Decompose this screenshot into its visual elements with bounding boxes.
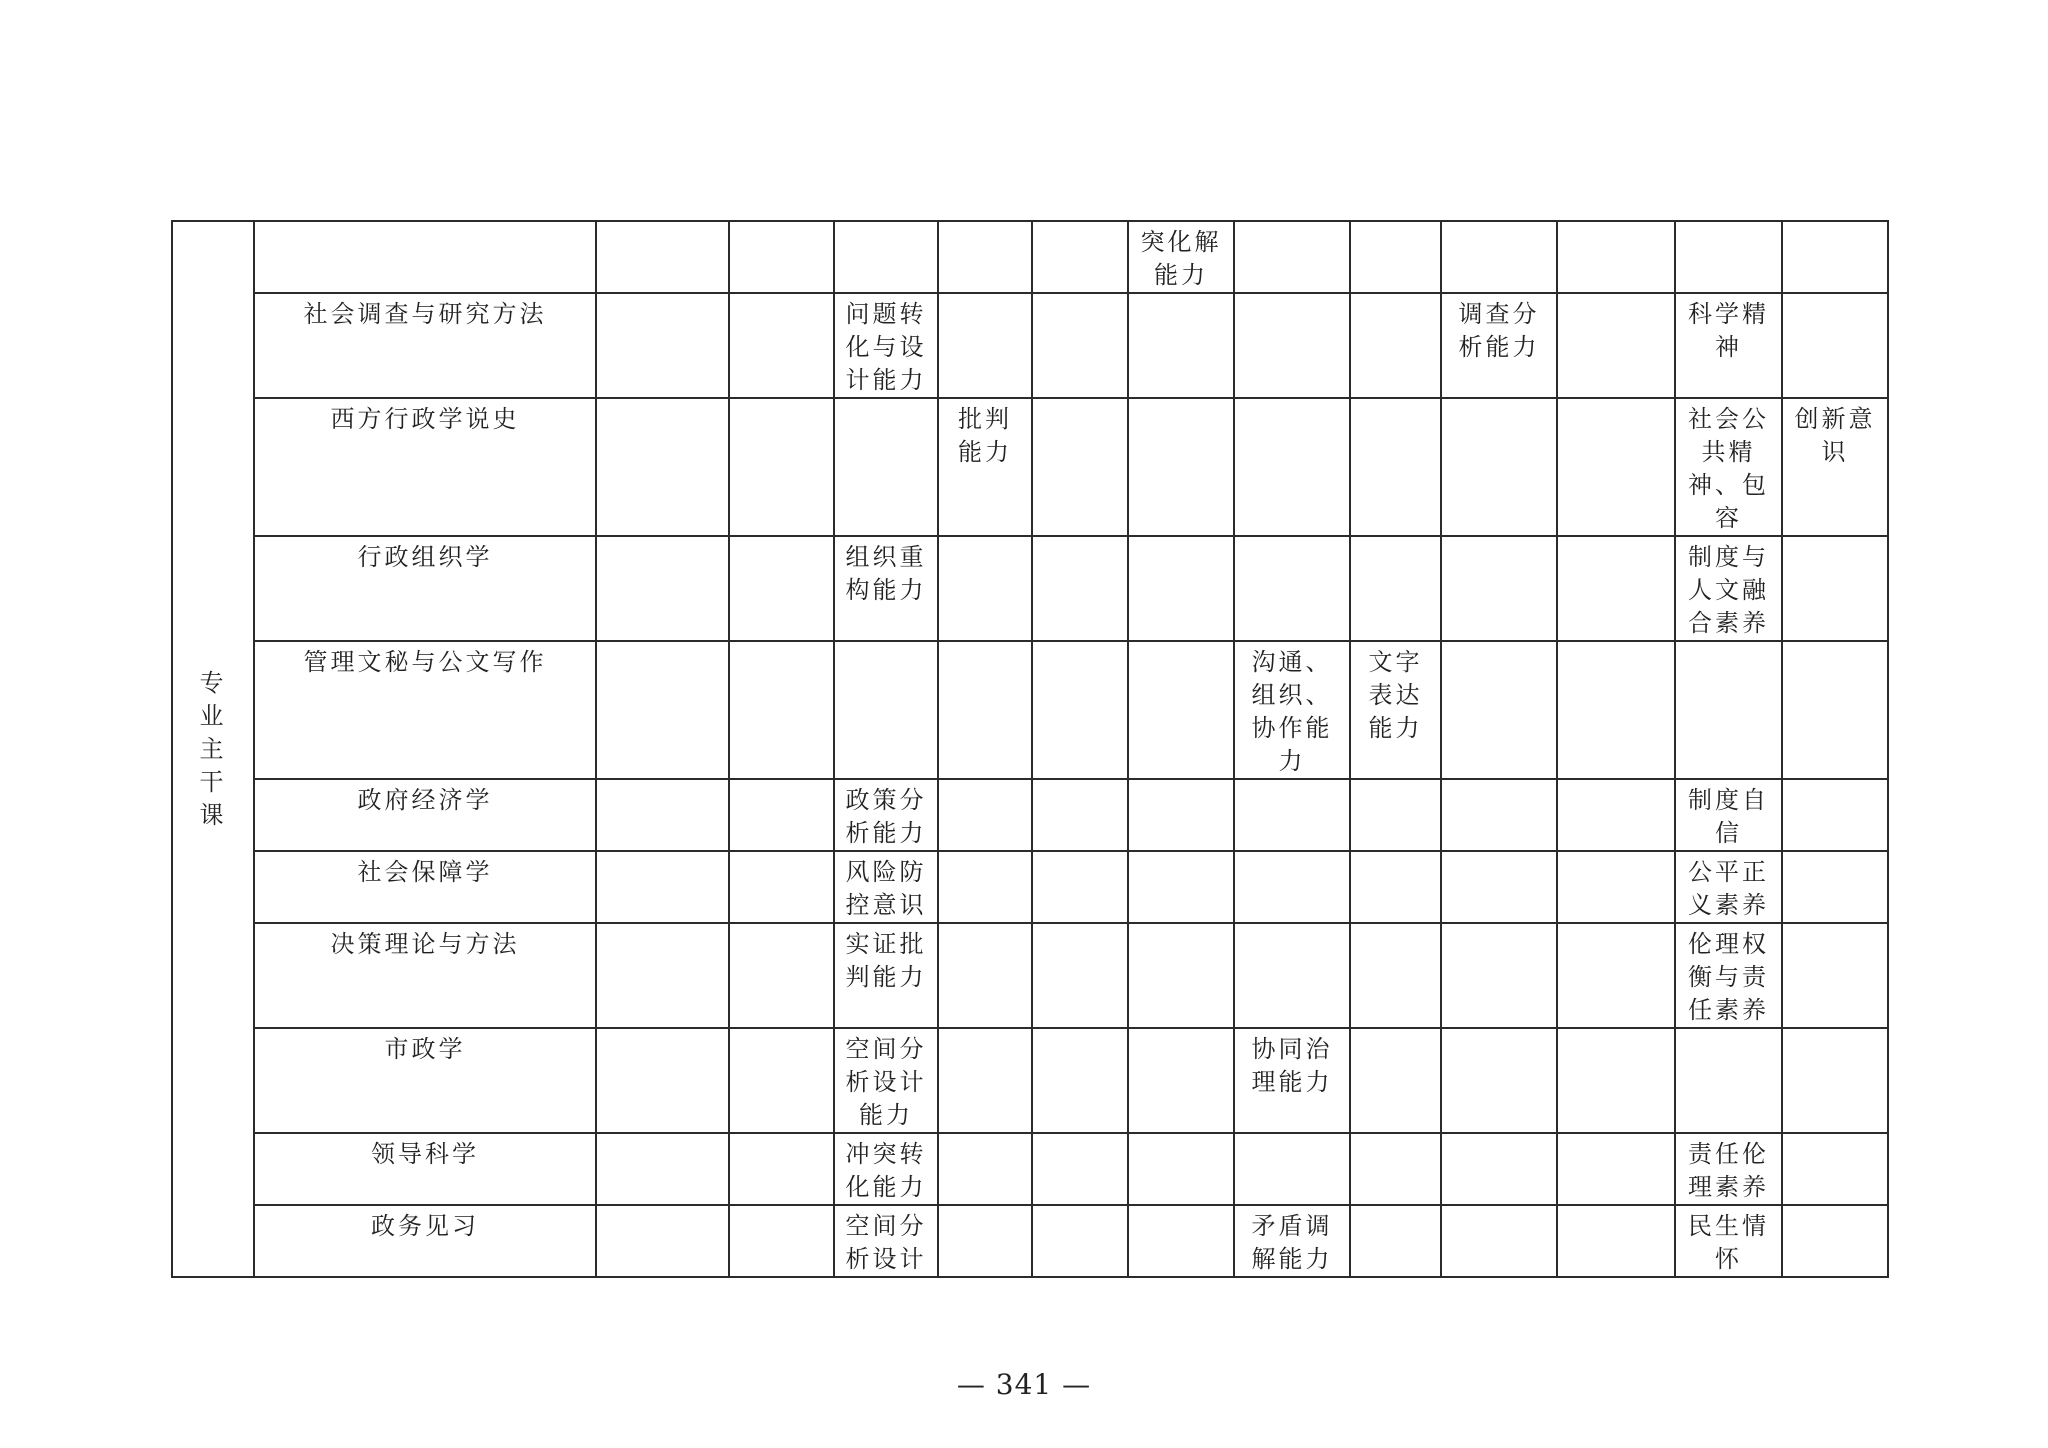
- ability-cell: [1350, 221, 1441, 293]
- ability-cell: [1350, 851, 1441, 923]
- table-row: [172, 293, 1888, 398]
- ability-cell: [1557, 221, 1675, 293]
- table-row: [172, 221, 1888, 293]
- ability-cell: [729, 536, 834, 641]
- ability-cell: [1557, 1205, 1675, 1277]
- course-name-cell: 领导科学: [254, 1133, 596, 1205]
- ability-cell: [1675, 641, 1782, 779]
- ability-text: 制度自信: [1688, 786, 1769, 847]
- ability-text: 文字表达能力: [1368, 648, 1423, 742]
- ability-cell: [596, 1133, 729, 1205]
- ability-cell: [1441, 641, 1557, 779]
- ability-cell: [1557, 923, 1675, 1028]
- ability-cell: [1032, 779, 1128, 851]
- ability-text: 批判能力: [958, 405, 1012, 466]
- ability-cell: [1557, 398, 1675, 536]
- curriculum-ability-matrix: [171, 220, 1889, 1278]
- ability-cell: [938, 221, 1032, 293]
- course-name-cell: 管理文秘与公文写作: [254, 641, 596, 779]
- ability-cell: [1782, 1133, 1888, 1205]
- ability-cell: [834, 641, 938, 779]
- ability-cell: [1032, 1133, 1128, 1205]
- ability-cell: [1128, 398, 1234, 536]
- ability-cell: [1234, 1205, 1350, 1277]
- ability-cell: [1675, 1133, 1782, 1205]
- ability-text: 科学精神: [1688, 300, 1769, 361]
- ability-cell: [1782, 293, 1888, 398]
- ability-cell: [1782, 923, 1888, 1028]
- ability-cell: [1350, 536, 1441, 641]
- ability-cell: [1557, 536, 1675, 641]
- ability-cell: [938, 1133, 1032, 1205]
- ability-cell: [596, 851, 729, 923]
- ability-cell: [596, 221, 729, 293]
- ability-cell: [1128, 221, 1234, 293]
- ability-cell: [729, 779, 834, 851]
- ability-cell: [1675, 851, 1782, 923]
- table-row: [172, 923, 1888, 1028]
- ability-cell: [1782, 851, 1888, 923]
- ability-cell: [729, 923, 834, 1028]
- ability-cell: [938, 398, 1032, 536]
- ability-cell: [834, 293, 938, 398]
- ability-cell: [1128, 536, 1234, 641]
- ability-cell: [834, 1133, 938, 1205]
- ability-cell: [1032, 293, 1128, 398]
- ability-cell: [1032, 1028, 1128, 1133]
- table-row: [172, 1205, 1888, 1277]
- page-number: — 341 —: [956, 1368, 1092, 1401]
- ability-cell: [1675, 293, 1782, 398]
- ability-text: 协同治理能力: [1251, 1035, 1333, 1096]
- ability-text: 突化解能力: [1140, 228, 1222, 289]
- ability-cell: [834, 851, 938, 923]
- ability-cell: [1441, 923, 1557, 1028]
- ability-cell: [596, 923, 729, 1028]
- table-row: [172, 779, 1888, 851]
- ability-cell: [938, 851, 1032, 923]
- ability-cell: [596, 398, 729, 536]
- ability-cell: [596, 641, 729, 779]
- ability-cell: [729, 293, 834, 398]
- ability-cell: [938, 923, 1032, 1028]
- ability-cell: [1782, 1028, 1888, 1133]
- table-row: [172, 641, 1888, 779]
- ability-cell: [729, 641, 834, 779]
- ability-cell: [1234, 293, 1350, 398]
- ability-cell: [1234, 398, 1350, 536]
- course-name-cell: 社会调查与研究方法: [254, 293, 596, 398]
- ability-cell: [1675, 1205, 1782, 1277]
- ability-cell: [1675, 536, 1782, 641]
- ability-cell: [1350, 641, 1441, 779]
- ability-cell: [1675, 1028, 1782, 1133]
- ability-cell: [1782, 536, 1888, 641]
- ability-cell: [1234, 851, 1350, 923]
- course-name-cell: 西方行政学说史: [254, 398, 596, 536]
- ability-cell: [1234, 221, 1350, 293]
- ability-cell: [729, 851, 834, 923]
- ability-cell: [1441, 779, 1557, 851]
- ability-cell: [1675, 779, 1782, 851]
- ability-cell: [1234, 641, 1350, 779]
- ability-cell: [729, 398, 834, 536]
- ability-cell: [938, 1205, 1032, 1277]
- ability-cell: [1557, 293, 1675, 398]
- ability-cell: [1441, 221, 1557, 293]
- ability-cell: [1557, 779, 1675, 851]
- ability-text: 伦理权衡与责任素养: [1688, 930, 1769, 1024]
- ability-cell: [834, 536, 938, 641]
- ability-cell: [1128, 851, 1234, 923]
- ability-cell: [938, 536, 1032, 641]
- ability-cell: [1441, 1133, 1557, 1205]
- ability-cell: [1128, 641, 1234, 779]
- ability-cell: [938, 1028, 1032, 1133]
- ability-cell: [729, 1133, 834, 1205]
- course-name-cell: 政务见习: [254, 1205, 596, 1277]
- ability-cell: [834, 1028, 938, 1133]
- ability-cell: [1557, 641, 1675, 779]
- ability-text: 实证批判能力: [845, 930, 927, 991]
- ability-cell: [1782, 221, 1888, 293]
- ability-cell: [1234, 779, 1350, 851]
- ability-cell: [596, 293, 729, 398]
- ability-cell: [596, 1028, 729, 1133]
- ability-cell: [1032, 923, 1128, 1028]
- ability-cell: [1128, 923, 1234, 1028]
- table-row: [172, 536, 1888, 641]
- ability-cell: [834, 779, 938, 851]
- ability-cell: [1032, 221, 1128, 293]
- ability-cell: [1441, 851, 1557, 923]
- ability-cell: [596, 779, 729, 851]
- ability-cell: [1350, 398, 1441, 536]
- ability-cell: [1557, 1133, 1675, 1205]
- ability-cell: [834, 221, 938, 293]
- ability-cell: [1032, 536, 1128, 641]
- ability-cell: [1782, 641, 1888, 779]
- ability-cell: [1350, 779, 1441, 851]
- ability-cell: [729, 1205, 834, 1277]
- ability-cell: [1782, 1205, 1888, 1277]
- ability-cell: [729, 1028, 834, 1133]
- course-name-cell: 行政组织学: [254, 536, 596, 641]
- ability-text: 责任伦理素养: [1688, 1140, 1769, 1201]
- ability-cell: [1441, 293, 1557, 398]
- ability-cell: [1350, 923, 1441, 1028]
- ability-text: 调查分析能力: [1458, 300, 1540, 361]
- ability-text: 创新意识: [1794, 405, 1876, 466]
- ability-text: 制度与人文融合素养: [1688, 543, 1769, 637]
- ability-cell: [1557, 851, 1675, 923]
- ability-text: 社会公共精神、包容: [1688, 405, 1769, 532]
- ability-cell: [1675, 398, 1782, 536]
- ability-cell: [1128, 1133, 1234, 1205]
- ability-cell: [1782, 398, 1888, 536]
- ability-cell: [1441, 1205, 1557, 1277]
- ability-text: 风险防控意识: [845, 858, 927, 919]
- ability-cell: [1032, 1205, 1128, 1277]
- ability-cell: [1032, 641, 1128, 779]
- ability-text: 政策分析能力: [845, 786, 927, 847]
- ability-text: 空间分析设计: [845, 1212, 927, 1273]
- ability-cell: [1234, 923, 1350, 1028]
- ability-cell: [1441, 536, 1557, 641]
- ability-cell: [1128, 779, 1234, 851]
- ability-text: 公平正义素养: [1688, 858, 1769, 919]
- course-name-cell: 市政学: [254, 1028, 596, 1133]
- ability-cell: [1675, 923, 1782, 1028]
- table-row: [172, 1028, 1888, 1133]
- ability-cell: [1350, 293, 1441, 398]
- ability-cell: [938, 641, 1032, 779]
- ability-cell: [938, 779, 1032, 851]
- ability-cell: [1234, 1133, 1350, 1205]
- ability-cell: [1350, 1028, 1441, 1133]
- matrix-body: [172, 221, 1888, 1277]
- ability-cell: [1128, 1205, 1234, 1277]
- ability-cell: [729, 221, 834, 293]
- ability-cell: [1350, 1133, 1441, 1205]
- ability-text: 沟通、组织、协作能力: [1251, 648, 1333, 775]
- ability-cell: [1350, 1205, 1441, 1277]
- course-name-cell: [254, 221, 596, 293]
- ability-cell: [834, 923, 938, 1028]
- ability-text: 矛盾调解能力: [1251, 1212, 1333, 1273]
- ability-cell: [938, 293, 1032, 398]
- ability-cell: [1032, 851, 1128, 923]
- ability-text: 组织重构能力: [845, 543, 927, 604]
- ability-text: 空间分析设计能力: [845, 1035, 927, 1129]
- ability-text: 民生情怀: [1688, 1212, 1769, 1273]
- ability-cell: [1128, 1028, 1234, 1133]
- ability-cell: [1441, 398, 1557, 536]
- course-name-cell: 社会保障学: [254, 851, 596, 923]
- ability-cell: [1782, 779, 1888, 851]
- ability-cell: [834, 398, 938, 536]
- ability-cell: [1234, 1028, 1350, 1133]
- ability-cell: [596, 1205, 729, 1277]
- category-label: 专业主干课: [199, 668, 227, 829]
- table-row: [172, 398, 1888, 536]
- ability-text: 问题转化与设计能力: [845, 300, 927, 394]
- ability-cell: [1675, 221, 1782, 293]
- ability-cell: [596, 536, 729, 641]
- ability-cell: [1128, 293, 1234, 398]
- ability-cell: [1032, 398, 1128, 536]
- table-row: [172, 851, 1888, 923]
- ability-cell: [834, 1205, 938, 1277]
- category-cell: [172, 221, 254, 1277]
- ability-cell: [1234, 536, 1350, 641]
- ability-cell: [1441, 1028, 1557, 1133]
- ability-cell: [1557, 1028, 1675, 1133]
- ability-text: 冲突转化能力: [845, 1140, 927, 1201]
- course-name-cell: 政府经济学: [254, 779, 596, 851]
- course-name-cell: 决策理论与方法: [254, 923, 596, 1028]
- table-row: [172, 1133, 1888, 1205]
